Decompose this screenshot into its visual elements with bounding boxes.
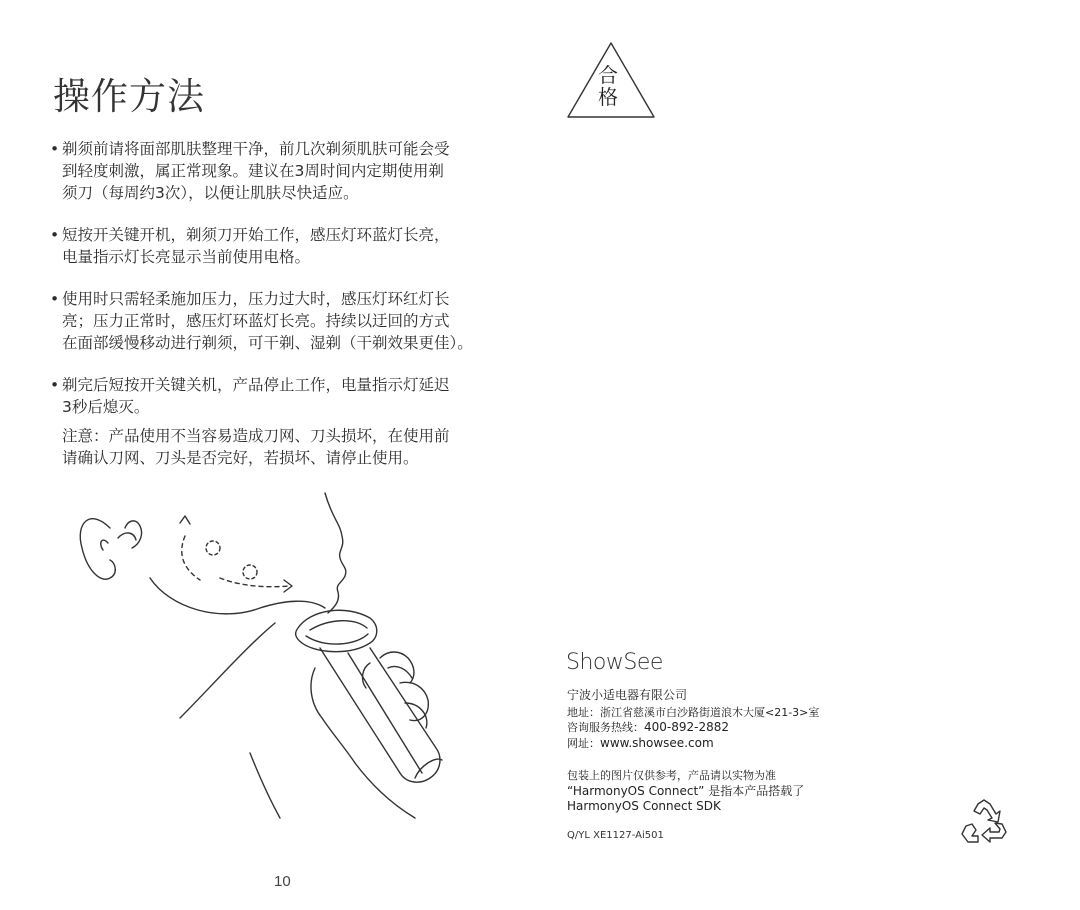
shaving-illustration [70, 488, 470, 828]
legal-line: 包装上的图片仅供参考，产品请以实物为准 [567, 769, 776, 782]
page-number: 10 [274, 873, 291, 890]
instruction-line: 短按开关键开机，剃须刀开始工作，感压灯环蓝灯长亮， [62, 226, 450, 244]
company-name: 宁波小适电器有限公司 [567, 688, 688, 702]
qc-mark-char: 合 [598, 63, 618, 87]
hotline-number: 400-892-2882 [644, 720, 730, 734]
company-website [567, 736, 867, 752]
instruction-line: 剃须前请将面部肌肤整理干净，前几次剃须肌肤可能会受 [62, 140, 450, 158]
instruction-line: 3秒后熄灭。 [62, 398, 150, 416]
website-url: www.showsee.com [600, 735, 714, 750]
bullet-marker: • [50, 226, 60, 244]
company-address: 地址：浙江省慈溪市白沙路街道浪木大厦<21-3>室 [567, 705, 820, 719]
instruction-item-2 [50, 224, 520, 268]
bullet-marker: • [50, 140, 60, 158]
instruction-line: 在面部缓慢移动进行剃须，可干剃、湿剃（干剃效果更佳）。 [62, 334, 473, 352]
instruction-line: 电量指示灯长亮显示当前使用电格。 [62, 248, 311, 266]
qc-pass-triangle-icon [565, 40, 657, 120]
brand-name: ShowSee [566, 650, 663, 675]
caution-line: 请确认刀网、刀头是否完好，若损坏、请停止使用。 [62, 449, 419, 467]
instruction-item-4 [50, 374, 520, 418]
instruction-line: 到轻度刺激，属正常现象。建议在3周时间内定期使用剃 [62, 162, 444, 180]
product-standard-code: Q/YL XE1127-Ai501 [567, 830, 664, 841]
qc-mark-char: 格 [598, 85, 618, 109]
bullet-marker: • [50, 376, 60, 394]
instruction-item-1 [50, 138, 520, 204]
instruction-line: 亮；压力正常时，感压灯环蓝灯长亮。持续以迂回的方式 [62, 312, 450, 330]
legal-notice [567, 768, 887, 815]
recycle-icon [960, 798, 1008, 844]
instruction-line: 使用时只需轻柔施加压力，压力过大时，感压灯环红灯长 [62, 290, 450, 308]
instruction-line: 剃完后短按开关键关机，产品停止工作，电量指示灯延迟 [62, 376, 450, 394]
instruction-line: 须刀（每周约3次），以便让肌肤尽快适应。 [62, 184, 359, 202]
legal-line: HarmonyOS Connect SDK [567, 799, 721, 813]
company-info [567, 688, 867, 751]
instruction-item-3 [50, 288, 520, 354]
legal-line: “HarmonyOS Connect” 是指本产品搭载了 [567, 783, 805, 798]
company-hotline [567, 720, 867, 736]
hotline-label: 咨询服务热线： [567, 721, 644, 734]
caution-line: 注意：产品使用不当容易造成刀网、刀头损坏，在使用前 [62, 427, 450, 445]
caution-note [62, 425, 512, 469]
instruction-list [50, 138, 520, 438]
bullet-marker: • [50, 290, 60, 308]
website-label: 网址： [567, 736, 600, 750]
brand-logo [566, 650, 666, 678]
page-title: 操作方法 [53, 75, 205, 118]
